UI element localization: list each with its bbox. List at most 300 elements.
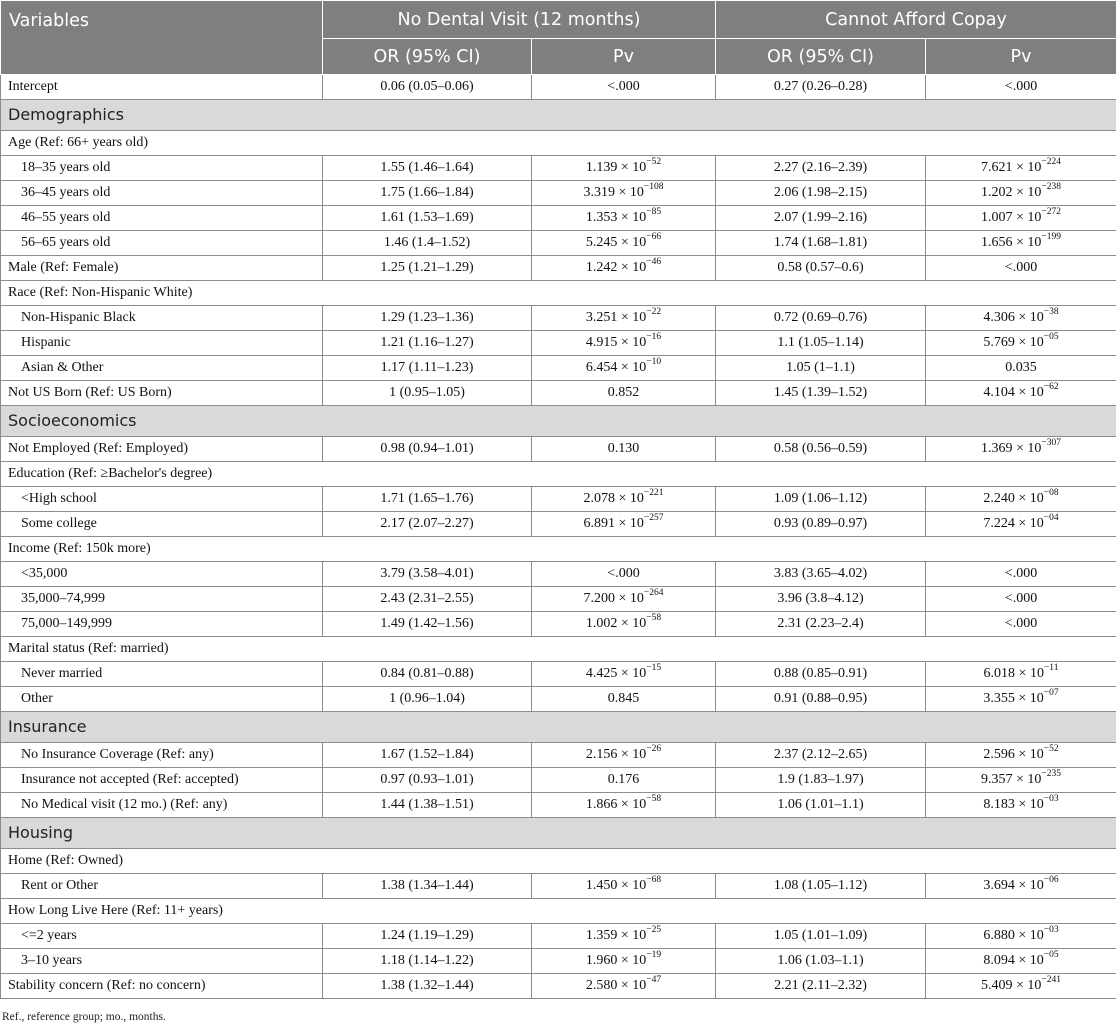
variable-group-label: Age (Ref: 66+ years old) xyxy=(1,131,1116,156)
p-value-cell xyxy=(926,874,1116,899)
exponent: −46 xyxy=(646,257,662,268)
variable-label: Never married xyxy=(1,662,323,687)
table-row xyxy=(1,156,1116,181)
cell-value: 1.359 × 10 xyxy=(585,928,647,943)
cell-value: 2.37 (2.12–2.65) xyxy=(773,747,868,762)
p-value-cell xyxy=(926,256,1116,281)
variable-label: 75,000–149,999 xyxy=(1,612,323,637)
odds-ratio-cell xyxy=(323,587,532,612)
cell-value: 2.27 (2.16–2.39) xyxy=(773,160,868,175)
variable-label: <=2 years xyxy=(1,924,323,949)
variable-label: 36–45 years old xyxy=(1,181,323,206)
cell-value: 1.369 × 10 xyxy=(981,441,1042,456)
p-value-cell xyxy=(926,381,1116,406)
p-value-cell xyxy=(926,356,1116,381)
exponent: −03 xyxy=(1043,925,1059,936)
p-value-cell xyxy=(532,512,716,537)
pv-header-1: Pv xyxy=(532,39,716,75)
cell-value: 0.176 xyxy=(607,772,640,787)
cell-value: 7.224 × 10 xyxy=(983,516,1044,531)
odds-ratio-cell xyxy=(323,437,532,462)
cell-value: <.000 xyxy=(1004,260,1038,275)
cell-value: 1.18 (1.14–1.22) xyxy=(380,953,474,968)
exponent: −52 xyxy=(646,157,662,168)
p-value-cell xyxy=(926,437,1116,462)
cell-value: 4.104 × 10 xyxy=(983,385,1044,400)
odds-ratio-cell xyxy=(716,381,926,406)
exponent: −224 xyxy=(1041,157,1062,168)
odds-ratio-cell xyxy=(323,793,532,818)
exponent: −11 xyxy=(1043,663,1059,674)
odds-ratio-cell xyxy=(323,181,532,206)
variable-label: No Medical visit (12 mo.) (Ref: any) xyxy=(1,793,323,818)
cell-value: 1.960 × 10 xyxy=(585,953,647,968)
table-row xyxy=(1,662,1116,687)
cell-value: 1.202 × 10 xyxy=(981,185,1042,200)
cell-value: 4.915 × 10 xyxy=(585,335,647,350)
cell-value: 1.450 × 10 xyxy=(585,878,647,893)
variable-group-row xyxy=(1,537,1116,562)
table-row xyxy=(1,949,1116,974)
odds-ratio-cell xyxy=(323,381,532,406)
exponent: −22 xyxy=(646,307,662,318)
cell-value: 1 (0.95–1.05) xyxy=(389,385,465,400)
variable-label: <35,000 xyxy=(1,562,323,587)
odds-ratio-cell xyxy=(716,512,926,537)
exponent: −47 xyxy=(646,975,662,986)
exponent: −03 xyxy=(1043,794,1059,805)
variable-group-row xyxy=(1,462,1116,487)
odds-ratio-cell xyxy=(716,181,926,206)
cell-value: 1.139 × 10 xyxy=(585,160,647,175)
p-value-cell xyxy=(532,156,716,181)
cell-value: 1.38 (1.34–1.44) xyxy=(380,878,474,893)
cell-value: 1.44 (1.38–1.51) xyxy=(380,797,474,812)
variable-label: No Insurance Coverage (Ref: any) xyxy=(1,743,323,768)
exponent: −06 xyxy=(1043,875,1059,886)
variable-group-label: Marital status (Ref: married) xyxy=(1,637,1116,662)
odds-ratio-cell xyxy=(323,974,532,999)
exponent: −85 xyxy=(646,207,662,218)
table-row xyxy=(1,75,1116,100)
odds-ratio-cell xyxy=(323,206,532,231)
variable-group-row xyxy=(1,281,1116,306)
table-row xyxy=(1,768,1116,793)
table-row xyxy=(1,356,1116,381)
p-value-cell xyxy=(532,768,716,793)
exponent: −264 xyxy=(643,588,664,599)
variable-label: Insurance not accepted (Ref: accepted) xyxy=(1,768,323,793)
p-value-cell xyxy=(532,256,716,281)
cell-value: 1 (0.96–1.04) xyxy=(389,691,465,706)
cell-value: 1.61 (1.53–1.69) xyxy=(380,210,474,225)
cell-value: 0.91 (0.88–0.95) xyxy=(773,691,868,706)
p-value-cell xyxy=(532,356,716,381)
p-value-cell xyxy=(926,331,1116,356)
or-header-1: OR (95% CI) xyxy=(323,39,532,75)
cannot-afford-copay-header: Cannot Afford Copay xyxy=(716,1,1116,39)
table-row xyxy=(1,381,1116,406)
odds-ratio-cell xyxy=(323,924,532,949)
cell-value: 2.31 (2.23–2.4) xyxy=(777,616,864,631)
table-row xyxy=(1,206,1116,231)
cell-value: 1.242 × 10 xyxy=(585,260,647,275)
cell-value: 1.25 (1.21–1.29) xyxy=(380,260,474,275)
p-value-cell xyxy=(926,512,1116,537)
p-value-cell xyxy=(926,562,1116,587)
odds-ratio-cell xyxy=(716,206,926,231)
odds-ratio-cell xyxy=(716,743,926,768)
odds-ratio-cell xyxy=(323,562,532,587)
p-value-cell xyxy=(926,156,1116,181)
odds-ratio-cell xyxy=(716,356,926,381)
variable-label: Hispanic xyxy=(1,331,323,356)
odds-ratio-cell xyxy=(716,924,926,949)
odds-ratio-cell xyxy=(716,687,926,712)
cell-value: 0.58 (0.57–0.6) xyxy=(777,260,864,275)
p-value-cell xyxy=(926,587,1116,612)
p-value-cell xyxy=(532,231,716,256)
cell-value: 4.425 × 10 xyxy=(585,666,647,681)
cell-value: 6.018 × 10 xyxy=(983,666,1044,681)
odds-ratio-cell xyxy=(716,437,926,462)
cell-value: <.000 xyxy=(1004,79,1038,94)
odds-ratio-cell xyxy=(716,306,926,331)
or-header-2: OR (95% CI) xyxy=(716,39,926,75)
odds-ratio-cell xyxy=(323,687,532,712)
section-row xyxy=(1,818,1116,849)
p-value-cell xyxy=(926,949,1116,974)
cell-value: 2.240 × 10 xyxy=(983,491,1044,506)
variable-group-row xyxy=(1,899,1116,924)
odds-ratio-cell xyxy=(716,587,926,612)
table-row xyxy=(1,487,1116,512)
exponent: −26 xyxy=(646,744,662,755)
p-value-cell xyxy=(532,612,716,637)
variable-group-label: Home (Ref: Owned) xyxy=(1,849,1116,874)
p-value-cell xyxy=(532,181,716,206)
exponent: −07 xyxy=(1043,688,1059,699)
cell-value: 2.580 × 10 xyxy=(585,978,647,993)
exponent: −238 xyxy=(1041,182,1062,193)
table-row xyxy=(1,306,1116,331)
odds-ratio-cell xyxy=(323,487,532,512)
p-value-cell xyxy=(926,306,1116,331)
p-value-cell xyxy=(926,206,1116,231)
cell-value: 3.96 (3.8–4.12) xyxy=(777,591,864,606)
table-footnote: Ref., reference group; mo., months. xyxy=(2,1011,166,1023)
p-value-cell xyxy=(926,231,1116,256)
exponent: −04 xyxy=(1043,513,1059,524)
pv-header-2: Pv xyxy=(926,39,1116,75)
cell-value: 1.002 × 10 xyxy=(585,616,647,631)
cell-value: 8.094 × 10 xyxy=(983,953,1044,968)
cell-value: 9.357 × 10 xyxy=(981,772,1042,787)
odds-ratio-cell xyxy=(323,743,532,768)
p-value-cell xyxy=(532,743,716,768)
cell-value: 0.84 (0.81–0.88) xyxy=(380,666,474,681)
cell-value: 2.06 (1.98–2.15) xyxy=(773,185,868,200)
cell-value: <.000 xyxy=(607,79,640,94)
cell-value: 3.355 × 10 xyxy=(983,691,1044,706)
section-row xyxy=(1,406,1116,437)
table-row xyxy=(1,562,1116,587)
odds-ratio-cell xyxy=(323,306,532,331)
variable-group-row xyxy=(1,849,1116,874)
odds-ratio-cell xyxy=(323,512,532,537)
cell-value: 1.38 (1.32–1.44) xyxy=(380,978,474,993)
exponent: −272 xyxy=(1041,207,1062,218)
exponent: −68 xyxy=(646,875,662,886)
exponent: −235 xyxy=(1041,769,1062,780)
cell-value: 2.078 × 10 xyxy=(583,491,644,506)
odds-ratio-cell xyxy=(716,75,926,100)
table-body xyxy=(1,75,1116,999)
cell-value: 1.29 (1.23–1.36) xyxy=(380,310,474,325)
variable-group-row xyxy=(1,637,1116,662)
table-row xyxy=(1,687,1116,712)
odds-ratio-cell xyxy=(716,331,926,356)
p-value-cell xyxy=(926,793,1116,818)
variable-label: <High school xyxy=(1,487,323,512)
cell-value: 3.79 (3.58–4.01) xyxy=(380,566,474,581)
exponent: −05 xyxy=(1043,950,1059,961)
cell-value: 1.17 (1.11–1.23) xyxy=(380,360,474,375)
section-heading: Housing xyxy=(1,818,1116,849)
exponent: −108 xyxy=(643,182,664,193)
variable-label: Rent or Other xyxy=(1,874,323,899)
table-row xyxy=(1,587,1116,612)
odds-ratio-cell xyxy=(323,612,532,637)
cell-value: 0.72 (0.69–0.76) xyxy=(773,310,868,325)
cell-value: 1.45 (1.39–1.52) xyxy=(773,385,868,400)
exponent: −241 xyxy=(1041,975,1062,986)
cell-value: 1.75 (1.66–1.84) xyxy=(380,185,474,200)
cell-value: 1.353 × 10 xyxy=(585,210,647,225)
table-row xyxy=(1,256,1116,281)
cell-value: 1.71 (1.65–1.76) xyxy=(380,491,474,506)
exponent: −15 xyxy=(646,663,662,674)
p-value-cell xyxy=(532,381,716,406)
variable-label: 18–35 years old xyxy=(1,156,323,181)
cell-value: 1.06 (1.01–1.1) xyxy=(777,797,864,812)
p-value-cell xyxy=(926,687,1116,712)
variable-label: 35,000–74,999 xyxy=(1,587,323,612)
cell-value: 8.183 × 10 xyxy=(983,797,1044,812)
p-value-cell xyxy=(532,874,716,899)
variables-header: Variables xyxy=(1,1,323,75)
table-row xyxy=(1,874,1116,899)
cell-value: 1.21 (1.16–1.27) xyxy=(380,335,474,350)
cell-value: 2.596 × 10 xyxy=(983,747,1044,762)
variable-group-label: Education (Ref: ≥Bachelor's degree) xyxy=(1,462,1116,487)
p-value-cell xyxy=(532,487,716,512)
cell-value: 1.05 (1.01–1.09) xyxy=(773,928,868,943)
p-value-cell xyxy=(532,587,716,612)
cell-value: 1.007 × 10 xyxy=(981,210,1042,225)
odds-ratio-cell xyxy=(716,949,926,974)
cell-value: 2.17 (2.07–2.27) xyxy=(380,516,474,531)
section-heading: Socioeconomics xyxy=(1,406,1116,437)
cell-value: 0.93 (0.89–0.97) xyxy=(773,516,868,531)
odds-ratio-cell xyxy=(716,256,926,281)
variable-group-label: Income (Ref: 150k more) xyxy=(1,537,1116,562)
variable-label: Asian & Other xyxy=(1,356,323,381)
exponent: −62 xyxy=(1043,382,1059,393)
variable-label: Not US Born (Ref: US Born) xyxy=(1,381,323,406)
variable-group-label: Race (Ref: Non-Hispanic White) xyxy=(1,281,1116,306)
cell-value: 1.866 × 10 xyxy=(585,797,647,812)
table-row xyxy=(1,437,1116,462)
p-value-cell xyxy=(532,687,716,712)
odds-ratio-cell xyxy=(323,156,532,181)
cell-value: 3.694 × 10 xyxy=(983,878,1044,893)
cell-value: 6.891 × 10 xyxy=(583,516,644,531)
p-value-cell xyxy=(532,331,716,356)
exponent: −58 xyxy=(646,613,662,624)
odds-ratio-cell xyxy=(323,356,532,381)
odds-ratio-cell xyxy=(323,768,532,793)
cell-value: 1.46 (1.4–1.52) xyxy=(383,235,471,250)
exponent: −05 xyxy=(1043,332,1059,343)
odds-ratio-cell xyxy=(716,874,926,899)
cell-value: <.000 xyxy=(607,566,640,581)
cell-value: 7.621 × 10 xyxy=(981,160,1042,175)
section-heading: Insurance xyxy=(1,712,1116,743)
cell-value: 5.409 × 10 xyxy=(981,978,1042,993)
cell-value: 3.83 (3.65–4.02) xyxy=(773,566,868,581)
p-value-cell xyxy=(926,662,1116,687)
cell-value: 2.21 (2.11–2.32) xyxy=(774,978,867,993)
table-row xyxy=(1,181,1116,206)
exponent: −19 xyxy=(646,950,662,961)
variable-label: Male (Ref: Female) xyxy=(1,256,323,281)
table-row xyxy=(1,924,1116,949)
cell-value: 0.58 (0.56–0.59) xyxy=(773,441,868,456)
cell-value: 1.49 (1.42–1.56) xyxy=(380,616,474,631)
odds-ratio-cell xyxy=(716,768,926,793)
p-value-cell xyxy=(926,181,1116,206)
cell-value: 0.06 (0.05–0.06) xyxy=(380,79,474,94)
no-dental-visit-header: No Dental Visit (12 months) xyxy=(323,1,716,39)
cell-value: 0.97 (0.93–1.01) xyxy=(380,772,474,787)
p-value-cell xyxy=(532,662,716,687)
p-value-cell xyxy=(926,75,1116,100)
section-heading: Demographics xyxy=(1,100,1116,131)
table-row xyxy=(1,793,1116,818)
table-row xyxy=(1,331,1116,356)
cell-value: 5.769 × 10 xyxy=(983,335,1044,350)
p-value-cell xyxy=(532,949,716,974)
cell-value: 1.1 (1.05–1.14) xyxy=(777,335,864,350)
variable-label: Some college xyxy=(1,512,323,537)
cell-value: 2.07 (1.99–2.16) xyxy=(773,210,868,225)
cell-value: 0.035 xyxy=(1005,360,1037,375)
p-value-cell xyxy=(532,206,716,231)
cell-value: 6.880 × 10 xyxy=(983,928,1044,943)
cell-value: 1.9 (1.83–1.97) xyxy=(777,772,864,787)
exponent: −16 xyxy=(646,332,662,343)
exponent: −307 xyxy=(1041,438,1062,449)
cell-value: 6.454 × 10 xyxy=(585,360,647,375)
p-value-cell xyxy=(532,306,716,331)
cell-value: 1.08 (1.05–1.12) xyxy=(773,878,868,893)
p-value-cell xyxy=(926,924,1116,949)
odds-ratio-cell xyxy=(716,793,926,818)
odds-ratio-cell xyxy=(716,612,926,637)
odds-ratio-cell xyxy=(323,949,532,974)
table-header xyxy=(1,1,1116,75)
odds-ratio-cell xyxy=(716,662,926,687)
cell-value: <.000 xyxy=(1004,566,1038,581)
table-row xyxy=(1,231,1116,256)
variable-label: 56–65 years old xyxy=(1,231,323,256)
exponent: −257 xyxy=(643,513,664,524)
cell-value: 0.27 (0.26–0.28) xyxy=(773,79,868,94)
table-row xyxy=(1,974,1116,999)
variable-group-label: How Long Live Here (Ref: 11+ years) xyxy=(1,899,1116,924)
cell-value: 3.319 × 10 xyxy=(583,185,644,200)
variable-label: 3–10 years xyxy=(1,949,323,974)
section-row xyxy=(1,712,1116,743)
odds-ratio-cell xyxy=(716,562,926,587)
cell-value: 0.130 xyxy=(607,441,640,456)
cell-value: 1.67 (1.52–1.84) xyxy=(380,747,474,762)
section-row xyxy=(1,100,1116,131)
exponent: −199 xyxy=(1041,232,1062,243)
cell-value: 1.74 (1.68–1.81) xyxy=(773,235,868,250)
exponent: −38 xyxy=(1043,307,1059,318)
variable-label: Stability concern (Ref: no concern) xyxy=(1,974,323,999)
cell-value: 3.251 × 10 xyxy=(585,310,647,325)
table-row xyxy=(1,612,1116,637)
variable-label: Intercept xyxy=(1,75,323,100)
cell-value: 4.306 × 10 xyxy=(983,310,1044,325)
cell-value: <.000 xyxy=(1004,616,1038,631)
cell-value: 0.845 xyxy=(607,691,640,706)
cell-value: <.000 xyxy=(1004,591,1038,606)
table-row xyxy=(1,512,1116,537)
odds-ratio-cell xyxy=(323,331,532,356)
p-value-cell xyxy=(926,974,1116,999)
cell-value: 2.43 (2.31–2.55) xyxy=(380,591,474,606)
cell-value: 7.200 × 10 xyxy=(583,591,644,606)
odds-ratio-cell xyxy=(716,974,926,999)
cell-value: 0.88 (0.85–0.91) xyxy=(773,666,868,681)
variable-label: 46–55 years old xyxy=(1,206,323,231)
exponent: −08 xyxy=(1043,488,1059,499)
odds-ratio-cell xyxy=(323,662,532,687)
exponent: −221 xyxy=(643,488,664,499)
odds-ratio-cell xyxy=(716,231,926,256)
odds-ratio-cell xyxy=(323,231,532,256)
variable-group-row xyxy=(1,131,1116,156)
exponent: −25 xyxy=(646,925,662,936)
p-value-cell xyxy=(926,487,1116,512)
p-value-cell xyxy=(532,562,716,587)
variable-label: Non-Hispanic Black xyxy=(1,306,323,331)
odds-ratio-cell xyxy=(716,156,926,181)
cell-value: 1.06 (1.03–1.1) xyxy=(777,953,864,968)
cell-value: 5.245 × 10 xyxy=(585,235,647,250)
cell-value: 0.98 (0.94–1.01) xyxy=(380,441,474,456)
cell-value: 1.24 (1.19–1.29) xyxy=(380,928,474,943)
p-value-cell xyxy=(926,768,1116,793)
p-value-cell xyxy=(532,437,716,462)
p-value-cell xyxy=(532,793,716,818)
odds-ratio-cell xyxy=(323,874,532,899)
p-value-cell xyxy=(532,75,716,100)
